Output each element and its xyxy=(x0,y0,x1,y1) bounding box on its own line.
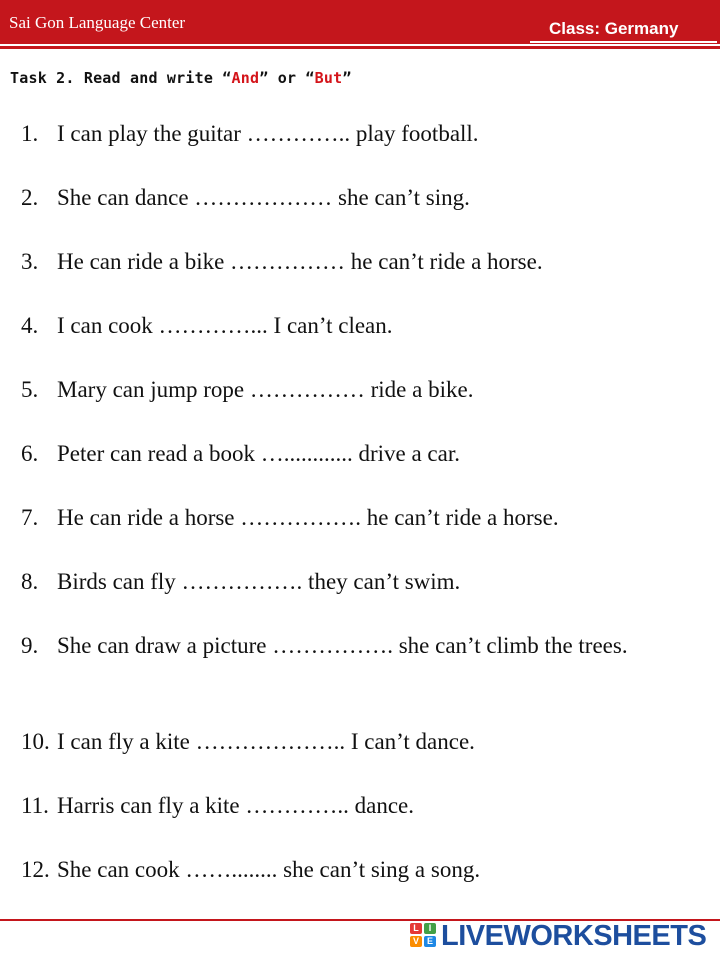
task-title-prefix: Task 2. Read and write “ xyxy=(10,69,232,87)
exercise-sentence: He can ride a bike …………… he can’t ride a horse. xyxy=(57,249,543,274)
exercise-sentence: Mary can jump rope …………… ride a bike. xyxy=(57,377,474,402)
exercise-sentence: Birds can fly ……………. they can’t swim. xyxy=(57,569,461,594)
exercise-number: 2. xyxy=(21,185,39,210)
exercise-number: 6. xyxy=(21,441,39,466)
logo-text: LIVEWORKSHEETS xyxy=(441,920,707,952)
logo-badge-letter: L xyxy=(410,923,422,934)
exercise-number: 9. xyxy=(21,633,39,658)
task-title-suffix: ” xyxy=(342,69,352,87)
exercise-sentence: I can cook …………... I can’t clean. xyxy=(57,313,393,338)
exercise-number: 7. xyxy=(21,505,39,530)
task-title-middle: ” or “ xyxy=(259,69,315,87)
exercise-sentence: She can cook ……........ she can’t sing a song. xyxy=(57,857,481,882)
task-keyword-and: And xyxy=(231,69,260,87)
logo-badge-letter: V xyxy=(410,936,422,947)
liveworksheets-logo xyxy=(410,922,710,952)
exercise-sentence: I can play the guitar ………….. play football. xyxy=(57,121,479,146)
exercise-number: 5. xyxy=(21,377,39,402)
exercise-number: 10. xyxy=(21,729,50,754)
logo-badge-letter: E xyxy=(424,936,436,947)
exercise-number: 3. xyxy=(21,249,39,274)
logo-badge-letter: I xyxy=(424,923,436,934)
exercise-number: 11. xyxy=(21,793,49,818)
exercise-number: 8. xyxy=(21,569,39,594)
exercise-sentence: I can fly a kite ……………….. I can’t dance. xyxy=(57,729,475,754)
class-label: Class: Germany xyxy=(549,19,679,38)
exercise-sentence: She can draw a picture ……………. she can’t climb the trees. xyxy=(57,633,628,658)
exercise-number: 12. xyxy=(21,857,50,882)
school-name: Sai Gon Language Center xyxy=(9,13,186,32)
exercise-sentence: She can dance ……………… she can’t sing. xyxy=(57,185,470,210)
task-keyword-but: But xyxy=(314,69,343,87)
exercise-sentence: He can ride a horse ……………. he can’t ride a horse. xyxy=(57,505,559,530)
logo-badge-icon xyxy=(410,923,438,949)
exercise-number: 1. xyxy=(21,121,39,146)
exercise-number: 4. xyxy=(21,313,39,338)
exercise-sentence: Peter can read a book …............ drive a car. xyxy=(57,441,460,466)
exercise-sentence: Harris can fly a kite ………….. dance. xyxy=(57,793,415,818)
